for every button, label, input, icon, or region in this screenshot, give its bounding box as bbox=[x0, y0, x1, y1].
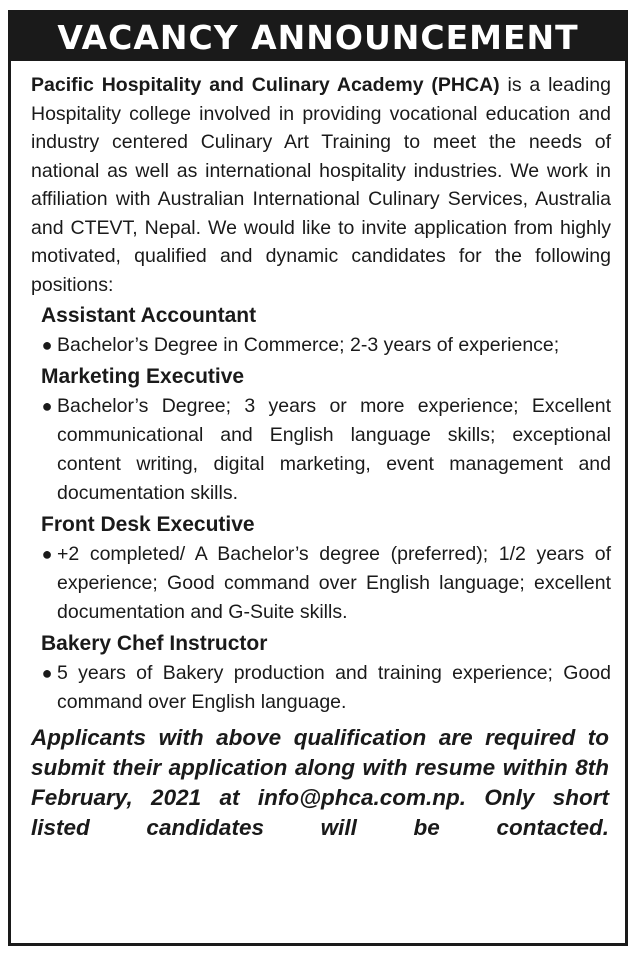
requirement-text: Bachelor’s Degree in Commerce; 2-3 years of experience; bbox=[57, 334, 560, 356]
requirement-text: 5 years of Bakery production and training experience; Good command over English language. bbox=[57, 662, 611, 713]
bullet-icon: ● bbox=[41, 335, 53, 355]
application-instructions: Applicants with above qualification are required to submit their application along with resume within 8th February, 2021 at info@phca.com.np. Only short listed candidates will be contacted. bbox=[31, 725, 609, 840]
requirement-item bbox=[31, 659, 611, 717]
position-marketing-executive bbox=[31, 362, 611, 508]
intro-paragraph bbox=[31, 71, 611, 299]
bullet-icon: ● bbox=[41, 544, 53, 564]
requirement-text: Bachelor’s Degree; 3 years or more experience; Excellent communicational and English language skills; exceptional content writing, digital marketing, event management and documentation skills. bbox=[57, 395, 611, 504]
requirement-item bbox=[31, 331, 611, 360]
position-title: Assistant Accountant bbox=[41, 304, 257, 327]
requirement-text: +2 completed/ A Bachelor’s degree (preferred); 1/2 years of experience; Good command over English language; excellent documentation and G-Suite skills. bbox=[57, 543, 611, 623]
position-title: Front Desk Executive bbox=[41, 513, 255, 536]
page-title: VACANCY ANNOUNCEMENT bbox=[11, 13, 625, 61]
vacancy-notice bbox=[8, 10, 628, 946]
position-title: Marketing Executive bbox=[41, 365, 245, 388]
position-bakery-chef-instructor bbox=[31, 629, 611, 717]
intro-text: is a leading Hospitality college involved in providing vocational education and industry centered Culinary Art Training to meet the needs of national as well as international hospitality industries. We work in affiliation with Australian International Culinary Services, Australia and CTEVT, Nepal. We would like to invite application from highly motivated, qualified and dynamic candidates for the following positions: bbox=[31, 74, 611, 296]
bullet-icon: ● bbox=[41, 663, 53, 683]
organization-name: Pacific Hospitality and Culinary Academy (PHCA) bbox=[31, 74, 500, 96]
notice-body bbox=[11, 61, 625, 843]
position-title: Bakery Chef Instructor bbox=[41, 632, 268, 655]
bullet-icon: ● bbox=[41, 396, 53, 416]
position-assistant-accountant bbox=[31, 301, 611, 360]
requirement-item bbox=[31, 392, 611, 508]
requirement-item bbox=[31, 540, 611, 627]
position-front-desk-executive bbox=[31, 510, 611, 627]
